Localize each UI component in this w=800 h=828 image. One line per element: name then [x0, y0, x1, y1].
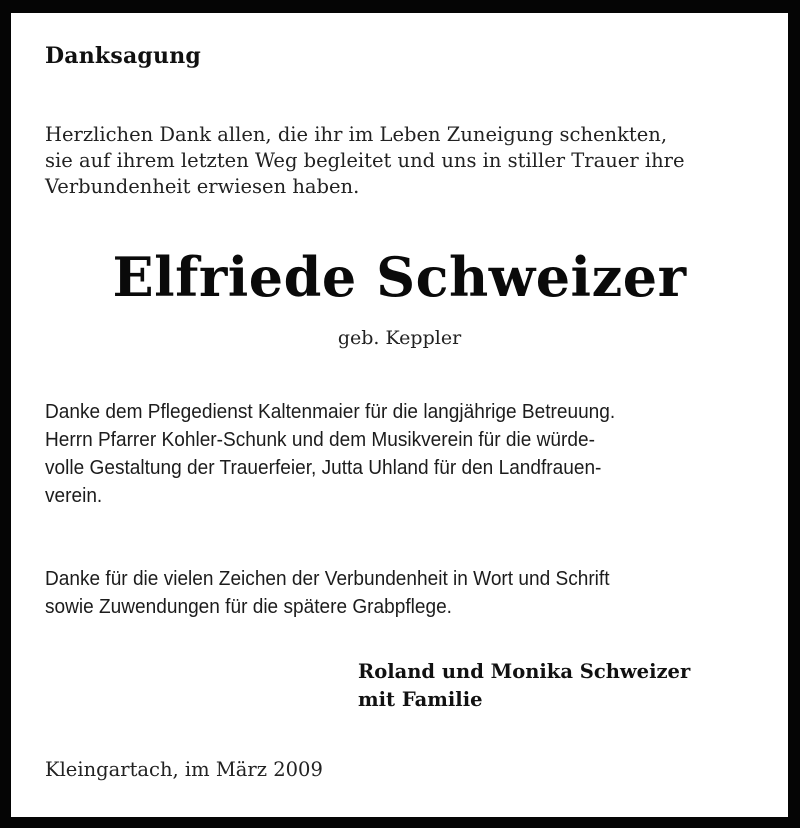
place-and-date: Kleingartach, im März 2009 [45, 758, 323, 781]
intro-line: Verbundenheit erwiesen haben. [45, 175, 360, 198]
thanks-line: Herrn Pfarrer Kohler-Schunk und dem Musikverein für die würde- [45, 428, 595, 451]
signature-line: Roland und Monika Schweizer [358, 660, 691, 683]
intro-line: sie auf ihrem letzten Weg begleitet und uns in stiller Trauer ihre [45, 149, 685, 172]
maiden-name: geb. Keppler [337, 327, 462, 349]
intro-line: Herzlichen Dank allen, die ihr im Leben Zuneigung schenkten, [45, 123, 668, 146]
family-signature [358, 658, 690, 714]
thanks-line: Danke für die vielen Zeichen der Verbundenheit in Wort und Schrift [45, 567, 610, 590]
thanks-line: verein. [45, 484, 103, 507]
thanks-line: Danke dem Pflegedienst Kaltenmaier für die langjährige Betreuung. [45, 400, 616, 423]
thanks-paragraph-care [45, 398, 615, 510]
signature-line: mit Familie [358, 688, 483, 711]
intro-paragraph [45, 122, 685, 200]
thanks-line: volle Gestaltung der Trauerfeier, Jutta Uhland für den Landfrauen- [45, 456, 602, 479]
deceased-name: Elfriede Schweizer [112, 245, 687, 309]
thanks-line: sowie Zuwendungen für die spätere Grabpflege. [45, 595, 452, 618]
obituary-notice [11, 13, 788, 817]
notice-heading: Danksagung [45, 43, 201, 69]
thanks-paragraph-sympathy [45, 565, 610, 621]
